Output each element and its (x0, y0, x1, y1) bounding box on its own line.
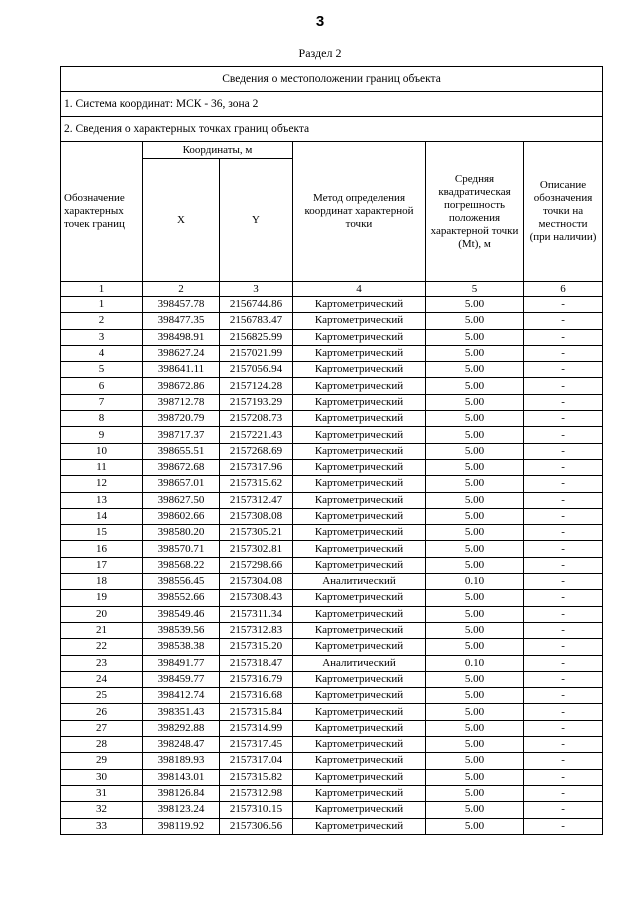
header-description: Описание обозначения точки на местности (при наличии) (524, 142, 603, 282)
description-cell: - (524, 508, 603, 524)
coord-x-cell: 398351.43 (143, 704, 220, 720)
table-row (61, 769, 603, 785)
method-cell: Картометрический (293, 492, 426, 508)
accuracy-cell: 5.00 (426, 362, 524, 378)
point-number-cell: 4 (61, 345, 143, 361)
table-row (61, 639, 603, 655)
table-row (61, 720, 603, 736)
coord-x-cell: 398570.71 (143, 541, 220, 557)
table-row (61, 394, 603, 410)
description-cell: - (524, 557, 603, 573)
coord-x-cell: 398412.74 (143, 688, 220, 704)
coord-y-cell: 2157315.62 (220, 476, 293, 492)
description-cell: - (524, 313, 603, 329)
description-cell: - (524, 459, 603, 475)
coord-y-cell: 2157305.21 (220, 525, 293, 541)
coord-x-cell: 398477.35 (143, 313, 220, 329)
coord-x-cell: 398717.37 (143, 427, 220, 443)
column-number: 1 (61, 282, 143, 297)
coord-x-cell: 398720.79 (143, 411, 220, 427)
coord-y-cell: 2156744.86 (220, 297, 293, 313)
coord-x-cell: 398457.78 (143, 297, 220, 313)
method-cell: Картометрический (293, 508, 426, 524)
header-point: Обозначение характерных точек границ (61, 142, 143, 282)
description-cell: - (524, 785, 603, 801)
method-cell: Аналитический (293, 655, 426, 671)
point-number-cell: 11 (61, 459, 143, 475)
point-number-cell: 12 (61, 476, 143, 492)
point-number-cell: 16 (61, 541, 143, 557)
point-number-cell: 28 (61, 737, 143, 753)
description-cell: - (524, 411, 603, 427)
accuracy-cell: 5.00 (426, 492, 524, 508)
coord-x-cell: 398119.92 (143, 818, 220, 834)
header-method: Метод определения координат характерной точки (293, 142, 426, 282)
coord-y-cell: 2157315.84 (220, 704, 293, 720)
coord-y-cell: 2157208.73 (220, 411, 293, 427)
method-cell: Картометрический (293, 818, 426, 834)
point-number-cell: 23 (61, 655, 143, 671)
point-number-cell: 27 (61, 720, 143, 736)
coord-y-cell: 2157315.20 (220, 639, 293, 655)
table-row (61, 313, 603, 329)
method-cell: Картометрический (293, 720, 426, 736)
table-row (61, 378, 603, 394)
method-cell: Картометрический (293, 411, 426, 427)
table-row (61, 492, 603, 508)
description-cell: - (524, 769, 603, 785)
description-cell: - (524, 329, 603, 345)
coord-x-cell: 398126.84 (143, 785, 220, 801)
table-row (61, 427, 603, 443)
method-cell: Картометрический (293, 753, 426, 769)
coord-x-cell: 398539.56 (143, 622, 220, 638)
accuracy-cell: 5.00 (426, 378, 524, 394)
table-row (61, 525, 603, 541)
coord-y-cell: 2156825.99 (220, 329, 293, 345)
description-cell: - (524, 443, 603, 459)
accuracy-cell: 5.00 (426, 671, 524, 687)
coord-x-cell: 398123.24 (143, 802, 220, 818)
coord-y-cell: 2157056.94 (220, 362, 293, 378)
coord-x-cell: 398627.24 (143, 345, 220, 361)
table-row (61, 329, 603, 345)
header-coordinates: Координаты, м (143, 142, 293, 159)
description-cell: - (524, 590, 603, 606)
coord-y-cell: 2157312.83 (220, 622, 293, 638)
method-cell: Картометрический (293, 802, 426, 818)
coord-y-cell: 2157310.15 (220, 802, 293, 818)
coord-y-cell: 2157308.08 (220, 508, 293, 524)
coord-y-cell: 2157306.56 (220, 818, 293, 834)
description-cell: - (524, 525, 603, 541)
accuracy-cell: 5.00 (426, 720, 524, 736)
accuracy-cell: 5.00 (426, 753, 524, 769)
description-cell: - (524, 671, 603, 687)
point-number-cell: 13 (61, 492, 143, 508)
table-row (61, 671, 603, 687)
accuracy-cell: 5.00 (426, 394, 524, 410)
accuracy-cell: 5.00 (426, 427, 524, 443)
point-number-cell: 19 (61, 590, 143, 606)
description-cell: - (524, 394, 603, 410)
coord-y-cell: 2157312.47 (220, 492, 293, 508)
method-cell: Картометрический (293, 476, 426, 492)
point-number-cell: 30 (61, 769, 143, 785)
coord-y-cell: 2157311.34 (220, 606, 293, 622)
method-cell: Картометрический (293, 313, 426, 329)
method-cell: Картометрический (293, 459, 426, 475)
column-number: 6 (524, 282, 603, 297)
coordinate-system: 1. Система координат: МСК - 36, зона 2 (61, 92, 603, 117)
coord-x-cell: 398580.20 (143, 525, 220, 541)
coord-x-cell: 398498.91 (143, 329, 220, 345)
accuracy-cell: 5.00 (426, 297, 524, 313)
point-number-cell: 25 (61, 688, 143, 704)
coord-y-cell: 2157317.04 (220, 753, 293, 769)
point-number-cell: 8 (61, 411, 143, 427)
method-cell: Картометрический (293, 394, 426, 410)
table-title: Сведения о местоположении границ объекта (61, 67, 603, 92)
accuracy-cell: 5.00 (426, 785, 524, 801)
accuracy-cell: 5.00 (426, 802, 524, 818)
coord-x-cell: 398568.22 (143, 557, 220, 573)
table-row (61, 345, 603, 361)
boundary-points-table (60, 66, 603, 835)
table-row (61, 590, 603, 606)
description-cell: - (524, 574, 603, 590)
accuracy-cell: 5.00 (426, 606, 524, 622)
description-cell: - (524, 427, 603, 443)
method-cell: Картометрический (293, 769, 426, 785)
accuracy-cell: 5.00 (426, 411, 524, 427)
method-cell: Картометрический (293, 639, 426, 655)
points-heading: 2. Сведения о характерных точках границ объекта (61, 117, 603, 142)
accuracy-cell: 5.00 (426, 737, 524, 753)
point-number-cell: 20 (61, 606, 143, 622)
point-number-cell: 15 (61, 525, 143, 541)
table-row (61, 411, 603, 427)
coord-x-cell: 398538.38 (143, 639, 220, 655)
table-row (61, 704, 603, 720)
accuracy-cell: 5.00 (426, 525, 524, 541)
header-x: X (143, 159, 220, 282)
table-row (61, 476, 603, 492)
coord-y-cell: 2157021.99 (220, 345, 293, 361)
description-cell: - (524, 622, 603, 638)
accuracy-cell: 5.00 (426, 590, 524, 606)
coord-y-cell: 2157308.43 (220, 590, 293, 606)
description-cell: - (524, 720, 603, 736)
method-cell: Картометрический (293, 622, 426, 638)
column-number: 4 (293, 282, 426, 297)
table-row (61, 297, 603, 313)
coord-y-cell: 2157268.69 (220, 443, 293, 459)
method-cell: Картометрический (293, 362, 426, 378)
point-number-cell: 33 (61, 818, 143, 834)
description-cell: - (524, 378, 603, 394)
coord-y-cell: 2157312.98 (220, 785, 293, 801)
accuracy-cell: 5.00 (426, 769, 524, 785)
description-cell: - (524, 606, 603, 622)
coord-y-cell: 2157124.28 (220, 378, 293, 394)
column-number: 3 (220, 282, 293, 297)
point-number-cell: 6 (61, 378, 143, 394)
point-number-cell: 31 (61, 785, 143, 801)
accuracy-cell: 5.00 (426, 476, 524, 492)
method-cell: Картометрический (293, 606, 426, 622)
accuracy-cell: 5.00 (426, 345, 524, 361)
description-cell: - (524, 655, 603, 671)
point-number-cell: 21 (61, 622, 143, 638)
method-cell: Картометрический (293, 590, 426, 606)
table-row (61, 622, 603, 638)
table-row (61, 785, 603, 801)
method-cell: Картометрический (293, 427, 426, 443)
description-cell: - (524, 492, 603, 508)
accuracy-cell: 5.00 (426, 704, 524, 720)
coord-y-cell: 2157304.08 (220, 574, 293, 590)
point-number-cell: 9 (61, 427, 143, 443)
coord-x-cell: 398627.50 (143, 492, 220, 508)
description-cell: - (524, 297, 603, 313)
coord-y-cell: 2156783.47 (220, 313, 293, 329)
accuracy-cell: 5.00 (426, 508, 524, 524)
description-cell: - (524, 362, 603, 378)
header-y: Y (220, 159, 293, 282)
coord-y-cell: 2157318.47 (220, 655, 293, 671)
accuracy-cell: 5.00 (426, 622, 524, 638)
method-cell: Картометрический (293, 443, 426, 459)
coord-x-cell: 398556.45 (143, 574, 220, 590)
header-accuracy: Средняя квадратическая погрешность положения характерной точки (Mt), м (426, 142, 524, 282)
description-cell: - (524, 704, 603, 720)
accuracy-cell: 5.00 (426, 443, 524, 459)
coord-x-cell: 398657.01 (143, 476, 220, 492)
method-cell: Картометрический (293, 557, 426, 573)
table-row (61, 541, 603, 557)
point-number-cell: 29 (61, 753, 143, 769)
point-number-cell: 2 (61, 313, 143, 329)
coord-y-cell: 2157193.29 (220, 394, 293, 410)
point-number-cell: 10 (61, 443, 143, 459)
coord-y-cell: 2157317.96 (220, 459, 293, 475)
table-row (61, 655, 603, 671)
coord-x-cell: 398641.11 (143, 362, 220, 378)
coord-y-cell: 2157315.82 (220, 769, 293, 785)
coord-x-cell: 398602.66 (143, 508, 220, 524)
coord-x-cell: 398292.88 (143, 720, 220, 736)
description-cell: - (524, 345, 603, 361)
table-row (61, 362, 603, 378)
coord-x-cell: 398655.51 (143, 443, 220, 459)
table-row (61, 753, 603, 769)
coord-x-cell: 398672.68 (143, 459, 220, 475)
accuracy-cell: 5.00 (426, 688, 524, 704)
column-numbers-row (61, 282, 603, 297)
description-cell: - (524, 737, 603, 753)
coord-x-cell: 398143.01 (143, 769, 220, 785)
description-cell: - (524, 476, 603, 492)
method-cell: Картометрический (293, 525, 426, 541)
coord-x-cell: 398248.47 (143, 737, 220, 753)
column-number: 2 (143, 282, 220, 297)
method-cell: Картометрический (293, 704, 426, 720)
method-cell: Аналитический (293, 574, 426, 590)
point-number-cell: 5 (61, 362, 143, 378)
section-title: Раздел 2 (298, 46, 342, 60)
method-cell: Картометрический (293, 297, 426, 313)
method-cell: Картометрический (293, 345, 426, 361)
description-cell: - (524, 639, 603, 655)
coord-y-cell: 2157316.68 (220, 688, 293, 704)
coord-y-cell: 2157316.79 (220, 671, 293, 687)
point-number-cell: 22 (61, 639, 143, 655)
description-cell: - (524, 688, 603, 704)
method-cell: Картометрический (293, 737, 426, 753)
coord-x-cell: 398491.77 (143, 655, 220, 671)
point-number-cell: 32 (61, 802, 143, 818)
method-cell: Картометрический (293, 688, 426, 704)
point-number-cell: 14 (61, 508, 143, 524)
table-row (61, 802, 603, 818)
description-cell: - (524, 541, 603, 557)
accuracy-cell: 0.10 (426, 574, 524, 590)
column-number: 5 (426, 282, 524, 297)
table-row (61, 574, 603, 590)
table-row (61, 688, 603, 704)
method-cell: Картометрический (293, 329, 426, 345)
coord-y-cell: 2157317.45 (220, 737, 293, 753)
point-number-cell: 7 (61, 394, 143, 410)
coord-x-cell: 398552.66 (143, 590, 220, 606)
accuracy-cell: 5.00 (426, 557, 524, 573)
page-number: 3 (315, 13, 325, 30)
point-number-cell: 1 (61, 297, 143, 313)
accuracy-cell: 5.00 (426, 818, 524, 834)
accuracy-cell: 5.00 (426, 541, 524, 557)
coord-x-cell: 398712.78 (143, 394, 220, 410)
point-number-cell: 24 (61, 671, 143, 687)
accuracy-cell: 5.00 (426, 639, 524, 655)
method-cell: Картометрический (293, 378, 426, 394)
coord-y-cell: 2157298.66 (220, 557, 293, 573)
accuracy-cell: 5.00 (426, 459, 524, 475)
point-number-cell: 17 (61, 557, 143, 573)
description-cell: - (524, 753, 603, 769)
table-row (61, 818, 603, 834)
table-row (61, 737, 603, 753)
table-row (61, 557, 603, 573)
coord-x-cell: 398549.46 (143, 606, 220, 622)
method-cell: Картометрический (293, 541, 426, 557)
description-cell: - (524, 818, 603, 834)
point-number-cell: 18 (61, 574, 143, 590)
table-row (61, 508, 603, 524)
coord-y-cell: 2157314.99 (220, 720, 293, 736)
table-row (61, 606, 603, 622)
method-cell: Картометрический (293, 785, 426, 801)
description-cell: - (524, 802, 603, 818)
coord-x-cell: 398459.77 (143, 671, 220, 687)
point-number-cell: 26 (61, 704, 143, 720)
coord-x-cell: 398672.86 (143, 378, 220, 394)
coord-x-cell: 398189.93 (143, 753, 220, 769)
coord-y-cell: 2157221.43 (220, 427, 293, 443)
table-row (61, 443, 603, 459)
accuracy-cell: 5.00 (426, 329, 524, 345)
coord-y-cell: 2157302.81 (220, 541, 293, 557)
table-row (61, 459, 603, 475)
accuracy-cell: 5.00 (426, 313, 524, 329)
point-number-cell: 3 (61, 329, 143, 345)
accuracy-cell: 0.10 (426, 655, 524, 671)
method-cell: Картометрический (293, 671, 426, 687)
